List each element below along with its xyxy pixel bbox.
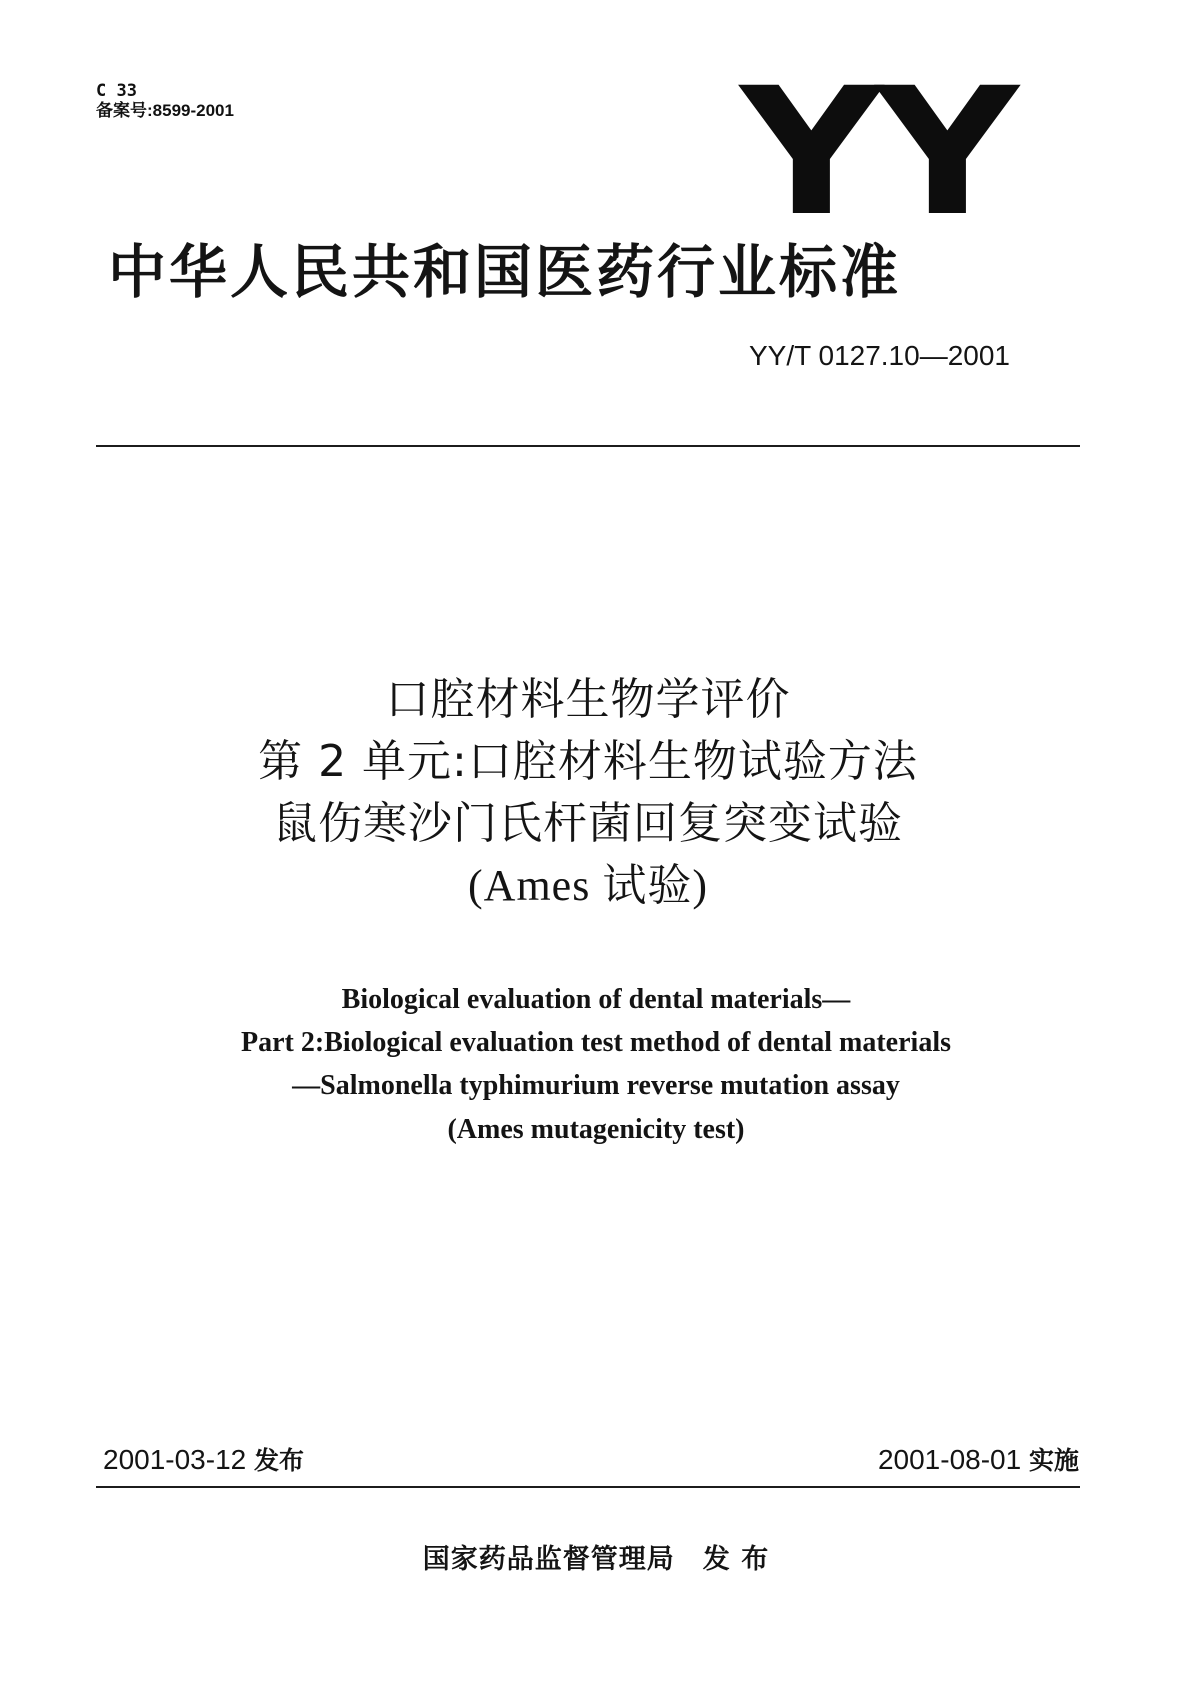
publisher-action: 发 布 bbox=[702, 1544, 770, 1575]
title-en-line-4: (Ames mutagenicity test) bbox=[447, 1114, 745, 1145]
title-cn-line-4: (Ames 试验) bbox=[468, 861, 708, 910]
issue-date: 2001-03-12 bbox=[103, 1444, 247, 1475]
implementation-date: 2001-08-01 bbox=[877, 1444, 1022, 1475]
publisher-name: 国家药品监督管理局 bbox=[422, 1544, 675, 1575]
agency-title: 中华人民共和国医药行业标准 bbox=[108, 238, 902, 306]
standard-number: YY/T 0127.10—2001 bbox=[748, 340, 1010, 371]
implementation-date-block bbox=[878, 1440, 1079, 1481]
footer-divider bbox=[96, 1486, 1080, 1488]
title-en-line-1: Biological evaluation of dental materials— bbox=[341, 984, 851, 1015]
title-cn-line-2: 第 2 单元:口腔材料生物试验方法 bbox=[258, 736, 918, 787]
title-cn-line-3: 鼠伤寒沙门氏杆菌回复突变试验 bbox=[273, 798, 903, 849]
title-cn-line-1: 口腔材料生物学评价 bbox=[385, 674, 791, 725]
filing-number: 备案号:8599-2001 bbox=[96, 101, 234, 120]
header-divider bbox=[96, 445, 1080, 447]
issue-date-block bbox=[103, 1440, 304, 1481]
publisher bbox=[96, 1540, 1096, 1580]
issue-label: 发布 bbox=[254, 1446, 305, 1475]
title-en-line-2: Part 2:Biological evaluation test method of dental materials bbox=[240, 1027, 951, 1058]
implementation-label: 实施 bbox=[1028, 1446, 1079, 1475]
title-en-line-3: —Salmonella typhimurium reverse mutation assay bbox=[292, 1070, 900, 1101]
standard-logo: YY bbox=[740, 50, 1013, 255]
classification-code: C 33 bbox=[96, 81, 137, 101]
